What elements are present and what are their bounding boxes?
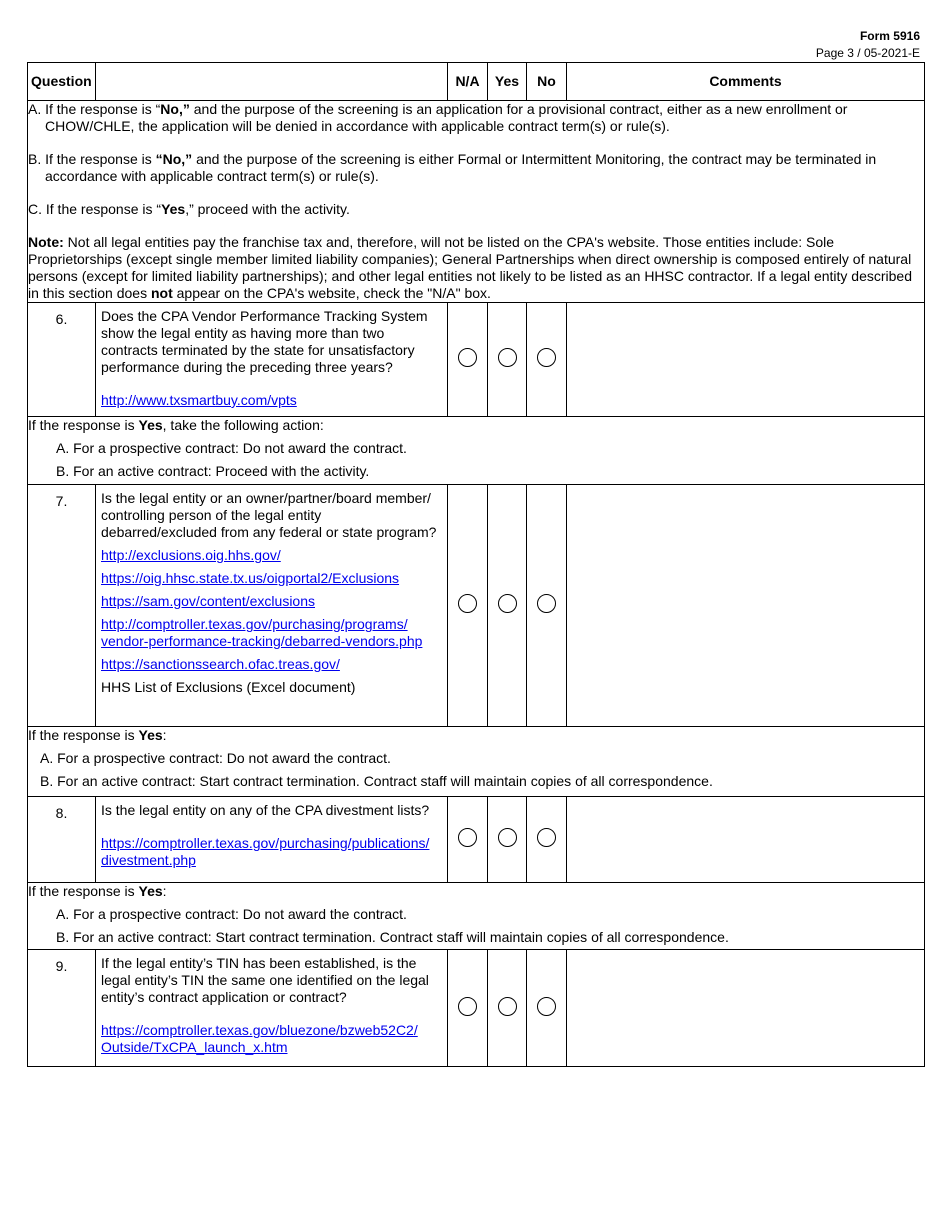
- q7-no-radio[interactable]: [537, 594, 556, 613]
- question-text: Does the CPA Vendor Performance Tracking System show the legal entity as having more than two contracts terminated by the state for unsatisfactory performance during the preceding three years?: [101, 308, 428, 375]
- instruction-c: C. If the response is “Yes,” proceed with the activity.: [28, 201, 350, 217]
- action-intro: If the response is Yes, take the following action:: [28, 417, 324, 433]
- q9-comments-field[interactable]: [567, 950, 925, 1067]
- ofac-sanctions-link[interactable]: https://sanctionssearch.ofac.treas.gov/: [101, 656, 340, 672]
- q9-na-radio[interactable]: [458, 997, 477, 1016]
- q8-comments-field[interactable]: [567, 797, 925, 883]
- sam-exclusions-link[interactable]: https://sam.gov/content/exclusions: [101, 593, 315, 609]
- instructions-row: [28, 101, 925, 303]
- divestment-link[interactable]: https://comptroller.texas.gov/purchasing/publications/ divestment.php: [101, 835, 430, 868]
- form-number: Form 5916: [859, 29, 920, 43]
- tin-lookup-link[interactable]: https://comptroller.texas.gov/bluezone/bzweb52C2/ Outside/TxCPA_launch_x.htm: [101, 1022, 418, 1055]
- hhsc-exclusions-link[interactable]: https://oig.hhsc.state.tx.us/oigportal2/Exclusions: [101, 570, 400, 586]
- col-question: Question: [28, 63, 96, 101]
- question-row-7: [28, 485, 925, 727]
- action-b: B. For an active contract: Start contract termination. Contract staff will maintain copies of all correspondence.: [40, 773, 713, 789]
- action-cell: [28, 417, 925, 485]
- q6-comments-field[interactable]: [567, 303, 925, 417]
- action-b: B. For an active contract: Proceed with the activity.: [56, 463, 370, 479]
- q6-na-radio[interactable]: [458, 348, 477, 367]
- action-a: A. For a prospective contract: Do not award the contract.: [56, 906, 407, 922]
- hhs-exclusions-list: HHS List of Exclusions (Excel document): [101, 679, 356, 695]
- action-intro: If the response is Yes:: [28, 727, 167, 743]
- question-text-cell: [96, 485, 448, 727]
- question-text: Is the legal entity or an owner/partner/board member/ controlling person of the legal entity debarred/excluded from any federal or state program?: [101, 490, 437, 540]
- question-text: Is the legal entity on any of the CPA divestment lists?: [101, 802, 430, 818]
- question-number: 6.: [28, 303, 96, 417]
- q9-no-radio[interactable]: [537, 997, 556, 1016]
- table-header-row: [28, 63, 925, 101]
- question-text: If the legal entity’s TIN has been established, is the legal entity’s TIN the same one identified on the legal entity’s contract application or contract?: [101, 955, 429, 1005]
- question-row-8: [28, 797, 925, 883]
- question-row-6: [28, 303, 925, 417]
- q6-yes-radio[interactable]: [498, 348, 517, 367]
- action-row-7: [28, 727, 925, 797]
- question-row-9: [28, 950, 925, 1067]
- q8-na-radio[interactable]: [458, 828, 477, 847]
- instruction-b: B. If the response is “No,” and the purpose of the screening is either Formal or Intermittent Monitoring, the contract may be terminated in accordance with applicable contract term(s) or rule(s).: [28, 151, 877, 184]
- col-yes: Yes: [488, 63, 527, 101]
- action-cell: [28, 727, 925, 797]
- action-cell: [28, 883, 925, 950]
- col-comments: Comments: [567, 63, 925, 101]
- oig-exclusions-link[interactable]: http://exclusions.oig.hhs.gov/: [101, 547, 281, 563]
- instructions-cell: [28, 101, 925, 303]
- question-text-cell: [96, 797, 448, 883]
- q6-no-radio[interactable]: [537, 348, 556, 367]
- question-number: 7.: [28, 485, 96, 727]
- debarred-vendors-link[interactable]: http://comptroller.texas.gov/purchasing/programs/ vendor-performance-tracking/debarred-vendors.php: [101, 616, 423, 649]
- action-row-8: [28, 883, 925, 950]
- question-text-cell: [96, 303, 448, 417]
- q8-yes-radio[interactable]: [498, 828, 517, 847]
- action-intro: If the response is Yes:: [28, 883, 167, 899]
- question-number: 9.: [28, 950, 96, 1067]
- vpts-link[interactable]: http://www.txsmartbuy.com/vpts: [101, 392, 297, 408]
- q7-comments-field[interactable]: [567, 485, 925, 727]
- action-a: A. For a prospective contract: Do not award the contract.: [56, 440, 407, 456]
- questions-table: [27, 62, 925, 1067]
- q7-na-radio[interactable]: [458, 594, 477, 613]
- page-number: Page 3 / 05-2021-E: [815, 46, 920, 60]
- instruction-note: Note: Not all legal entities pay the franchise tax and, therefore, will not be listed on the CPA's website. Those entities include: Sole Proprietorships (except single member limited liability companies); General Partnerships when direct ownership is composed entirely of natural persons (except for limited liability partnerships); and other legal entities not likely to be listed as an HHSC contractor. If a legal entity described in this section does not appear on the CPA's website, check the "N/A" box.: [28, 234, 912, 301]
- question-number: 8.: [28, 797, 96, 883]
- action-row-6: [28, 417, 925, 485]
- form-header: [816, 28, 920, 62]
- action-b: B. For an active contract: Start contract termination. Contract staff will maintain copies of all correspondence.: [56, 929, 729, 945]
- action-a: A. For a prospective contract: Do not award the contract.: [40, 750, 391, 766]
- question-text-cell: [96, 950, 448, 1067]
- q8-no-radio[interactable]: [537, 828, 556, 847]
- instruction-a: A. If the response is “No,” and the purpose of the screening is an application for a provisional contract, either as a new enrollment or CHOW/CHLE, the application will be denied in accordance with applicable contract term(s) or rule(s).: [28, 101, 848, 134]
- col-blank: [96, 63, 448, 101]
- col-no: No: [527, 63, 567, 101]
- q9-yes-radio[interactable]: [498, 997, 517, 1016]
- q7-yes-radio[interactable]: [498, 594, 517, 613]
- col-na: N/A: [448, 63, 488, 101]
